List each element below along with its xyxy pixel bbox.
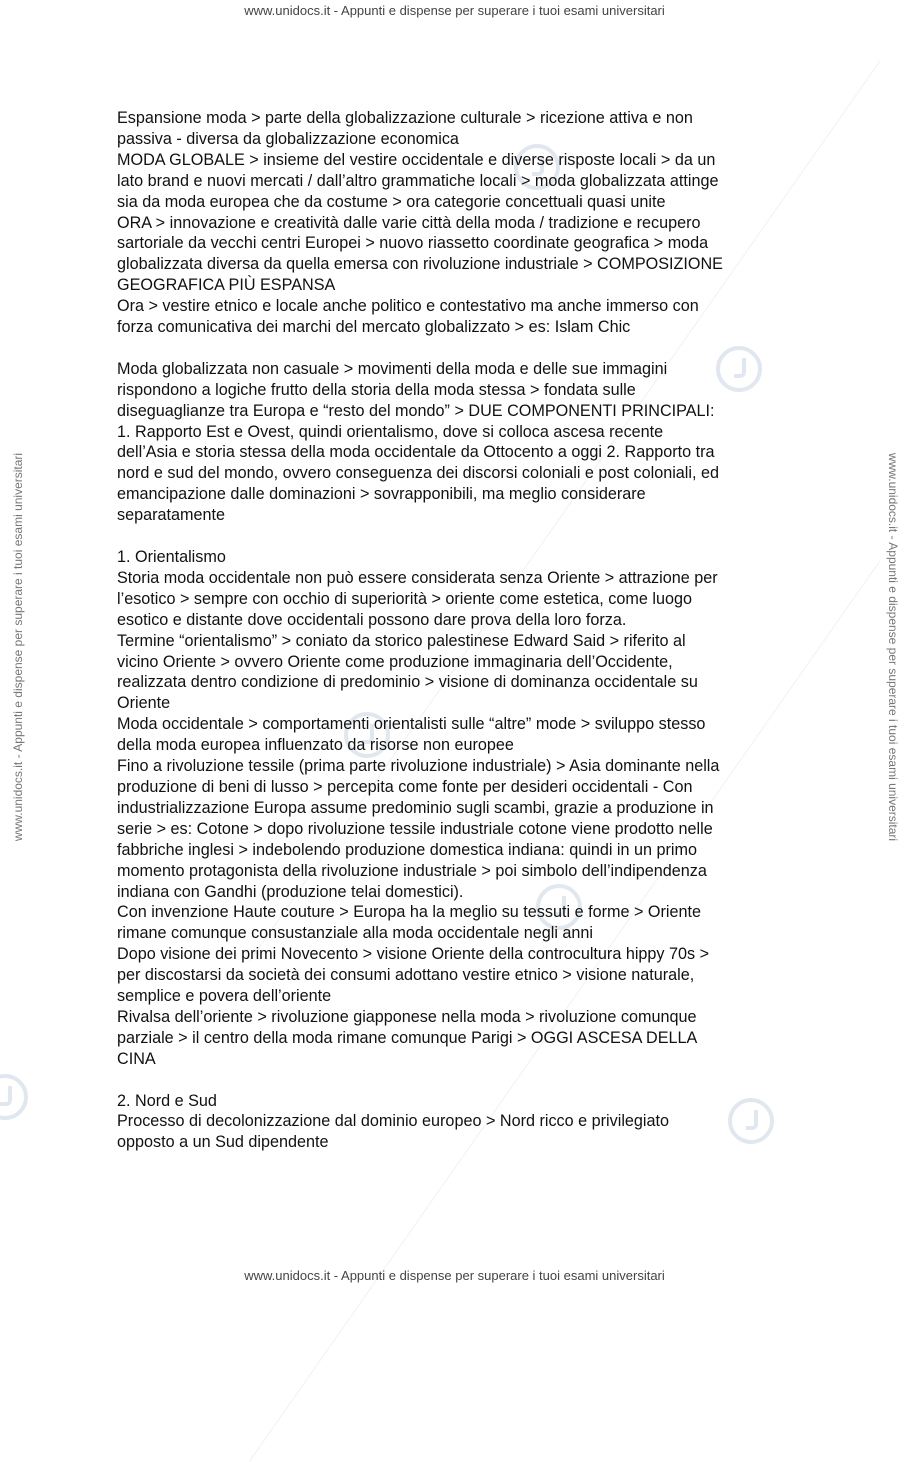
text-line: serie > es: Cotone > dopo rivoluzione tessile industriale cotone viene prodotto nelle bbox=[117, 819, 713, 838]
text-line: Rivalsa dell’oriente > rivoluzione giapponese nella moda > rivoluzione comunque bbox=[117, 1007, 697, 1026]
text-line: forza comunicativa dei marchi del mercato globalizzato > es: Islam Chic bbox=[117, 318, 631, 337]
text-line: Moda globalizzata non casuale > movimenti della moda e delle sue immagini bbox=[117, 359, 668, 378]
document-body bbox=[117, 108, 797, 1153]
text-line: sia da moda europea che da costume > ora categorie concettuali quasi unite bbox=[117, 192, 666, 211]
text-line: globalizzata diversa da quella emersa con rivoluzione industriale > COMPOSIZIONE bbox=[117, 255, 723, 274]
text-line: Ora > vestire etnico e locale anche politico e contestativo ma anche immerso con bbox=[117, 297, 699, 316]
text-line: dell’Asia e storia stessa della moda occidentale da Ottocento a oggi 2. Rapporto tra bbox=[117, 443, 715, 462]
text-line: CINA bbox=[117, 1049, 156, 1068]
text-line: emancipazione dalle dominazioni > sovrapponibili, ma meglio considerare bbox=[117, 485, 646, 504]
unidocs-logo-icon bbox=[0, 1074, 28, 1120]
text-line: semplice e povera dell’oriente bbox=[117, 987, 332, 1006]
text-line: 2. Nord e Sud bbox=[117, 1091, 217, 1110]
text-line: produzione di beni di lusso > percepita come fonte per desideri occidentali - Con bbox=[117, 777, 693, 796]
text-line: della moda europea influenzato da risorse non europee bbox=[117, 736, 514, 755]
text-line: Espansione moda > parte della globalizzazione culturale > ricezione attiva e non bbox=[117, 109, 693, 127]
text-line: indiana con Gandhi (produzione telai domestici). bbox=[117, 882, 464, 901]
watermark-footer: www.unidocs.it - Appunti e dispense per superare i tuoi esami universitari bbox=[244, 1268, 665, 1283]
text-line: lato brand e nuovi mercati / dall’altro grammatiche locali > moda globalizzata attinge bbox=[117, 171, 719, 190]
blank-line bbox=[117, 1070, 797, 1091]
text-line: Moda occidentale > comportamenti orientalisti sulle “altre” mode > sviluppo stesso bbox=[117, 715, 706, 734]
text-line: Con invenzione Haute couture > Europa ha la meglio su tessuti e forme > Oriente bbox=[117, 903, 701, 922]
text-line: l’esotico > sempre con occhio di superiorità > oriente come estetica, come luogo bbox=[117, 589, 692, 608]
text-line: Oriente bbox=[117, 694, 171, 713]
text-line: Storia moda occidentale non può essere considerata senza Oriente > attrazione per bbox=[117, 568, 718, 587]
text-line: Fino a rivoluzione tessile (prima parte rivoluzione industriale) > Asia dominante nella bbox=[117, 757, 720, 776]
text-line: nord e sud del mondo, ovvero conseguenza dei discorsi coloniali e post coloniali, ed bbox=[117, 464, 720, 483]
text-line: sartoriale da vecchi centri Europei > nuovo riassetto coordinate geografica > moda bbox=[117, 234, 709, 253]
text-line: opposto a un Sud dipendente bbox=[117, 1133, 329, 1152]
text-line: Termine “orientalismo” > coniato da storico palestinese Edward Said > riferito al bbox=[117, 631, 686, 650]
text-line: 1. Orientalismo bbox=[117, 548, 226, 566]
text-line: industrializzazione Europa assume predominio sugli scambi, grazie a produzione in bbox=[117, 798, 714, 817]
text-line: ORA > innovazione e creatività dalle varie città della moda / tradizione e recupero bbox=[117, 213, 701, 232]
text-line: rimane comunque consustanziale alla moda occidentale negli anni bbox=[117, 924, 594, 943]
text-line: MODA GLOBALE > insieme del vestire occidentale e diverse risposte locali > da un bbox=[117, 150, 716, 169]
text-line: passiva - diversa da globalizzazione economica bbox=[117, 129, 459, 148]
text-line: 1. Rapporto Est e Ovest, quindi orientalismo, dove si colloca ascesa recente bbox=[117, 422, 664, 441]
text-line: per discostarsi da società dei consumi adottano vestire etnico > visione naturale, bbox=[117, 966, 695, 985]
text-line: Dopo visione dei primi Novecento > visione Oriente della controcultura hippy 70s > bbox=[117, 945, 710, 964]
text-line: GEOGRAFICA PIÙ ESPANSA bbox=[117, 276, 336, 295]
watermark-side-left: www.unidocs.it - Appunti e dispense per superare i tuoi esami universitari bbox=[11, 452, 25, 842]
watermark-header: www.unidocs.it - Appunti e dispense per superare i tuoi esami universitari bbox=[244, 3, 665, 18]
text-line: realizzata dentro condizione di predominio > visione di dominanza occidentale su bbox=[117, 673, 698, 692]
text-line: Processo di decolonizzazione dal dominio europeo > Nord ricco e privilegiato bbox=[117, 1112, 670, 1131]
blank-line bbox=[117, 526, 797, 547]
text-line: fabbriche inglesi > indebolendo produzione domestica indiana: quindi in un primo bbox=[117, 840, 697, 859]
text-line: rispondono a logiche frutto della storia della moda stessa > fondata sulle bbox=[117, 380, 636, 399]
text-line: diseguaglianze tra Europa e “resto del mondo” > DUE COMPONENTI PRINCIPALI: bbox=[117, 401, 715, 420]
blank-line bbox=[117, 338, 797, 359]
text-line: esotico e distante dove occidentali possono dare prova della loro forza. bbox=[117, 610, 627, 629]
text-line: momento protagonista della rivoluzione industriale > poi simbolo dell’indipendenza bbox=[117, 861, 707, 880]
watermark-side-right: www.unidocs.it - Appunti e dispense per superare i tuoi esami universitari bbox=[886, 452, 900, 842]
text-line: separatamente bbox=[117, 506, 225, 525]
text-line: vicino Oriente > ovvero Oriente come produzione immaginaria dell’Occidente, bbox=[117, 652, 673, 671]
text-line: parziale > il centro della moda rimane comunque Parigi > OGGI ASCESA DELLA bbox=[117, 1028, 698, 1047]
